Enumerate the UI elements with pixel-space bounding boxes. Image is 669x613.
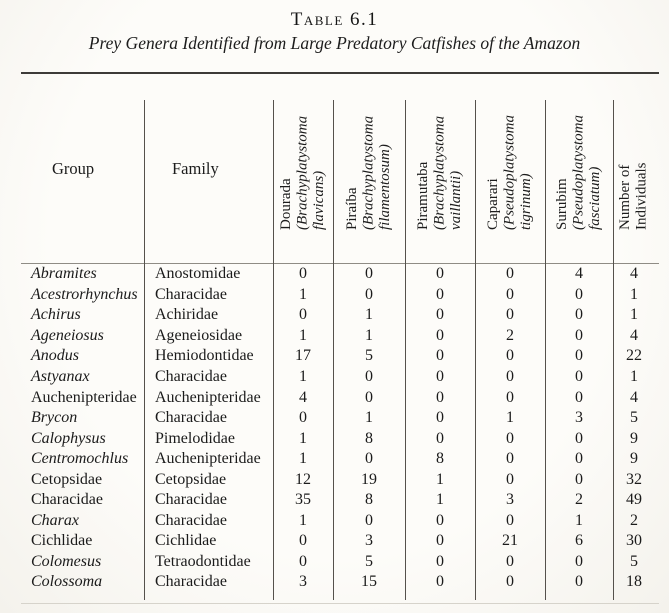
count-cell: 0 <box>436 326 444 344</box>
count-cell: 0 <box>365 285 373 303</box>
count-cell: 12 <box>295 470 311 488</box>
total-cell: 18 <box>626 573 642 591</box>
table-row <box>20 367 655 388</box>
group-cell: Auchenipteridae <box>31 388 137 406</box>
count-cell: 0 <box>506 511 514 529</box>
predator-column-header <box>617 77 650 230</box>
table-row <box>20 264 655 285</box>
total-cell: 5 <box>630 409 638 427</box>
count-cell: 0 <box>299 409 307 427</box>
rotated-header-line: Dourada <box>278 178 294 230</box>
count-cell: 0 <box>436 388 444 406</box>
count-cell: 1 <box>575 511 583 529</box>
count-cell: 1 <box>299 368 307 385</box>
predator-column-header <box>554 77 604 230</box>
group-cell: Cetopsidae <box>31 470 103 488</box>
count-cell: 1 <box>365 409 373 427</box>
count-cell: 21 <box>502 532 518 550</box>
family-column-header: Family <box>172 159 219 178</box>
count-cell: 0 <box>436 552 444 570</box>
rotated-header-line: Caparari <box>485 178 501 230</box>
count-cell: 0 <box>506 552 514 570</box>
count-cell: 0 <box>436 265 444 283</box>
count-cell: 1 <box>299 450 307 468</box>
total-cell: 22 <box>626 347 642 365</box>
count-cell: 0 <box>506 388 514 406</box>
table-row <box>20 511 655 532</box>
count-cell: 0 <box>436 429 444 447</box>
rotated-header-line: (Brachyplatystoma <box>294 115 311 230</box>
count-cell: 3 <box>575 409 583 427</box>
table-row <box>20 531 655 552</box>
count-cell: 1 <box>365 306 373 324</box>
total-cell: 1 <box>630 368 638 385</box>
table-row <box>20 387 655 408</box>
count-cell: 0 <box>575 326 583 344</box>
count-cell: 0 <box>575 347 583 365</box>
count-cell: 1 <box>506 409 514 427</box>
count-cell: 2 <box>506 326 514 344</box>
count-cell: 0 <box>575 470 583 488</box>
family-cell: Ageneiosidae <box>155 326 243 344</box>
count-cell: 0 <box>436 511 444 529</box>
count-cell: 0 <box>436 573 444 591</box>
count-cell: 1 <box>365 326 373 344</box>
family-cell: Characidae <box>155 368 227 385</box>
count-cell: 0 <box>506 368 514 385</box>
count-cell: 6 <box>575 532 583 550</box>
group-cell: Calophysus <box>31 429 106 447</box>
group-cell: Achirus <box>31 306 81 324</box>
count-cell: 0 <box>575 306 583 324</box>
count-cell: 0 <box>365 450 373 468</box>
count-cell: 0 <box>436 306 444 324</box>
count-cell: 1 <box>299 511 307 529</box>
family-cell: Auchenipteridae <box>155 388 261 406</box>
family-cell: Anostomidae <box>155 265 241 283</box>
count-cell: 0 <box>575 450 583 468</box>
count-cell: 15 <box>361 573 377 591</box>
table-body <box>20 264 655 593</box>
table-row <box>20 346 655 367</box>
family-cell: Characidae <box>155 285 227 303</box>
rotated-header-line: Number of <box>617 164 633 230</box>
count-cell: 0 <box>575 429 583 447</box>
count-cell: 0 <box>506 573 514 591</box>
rotated-header-line: fasciatum) <box>587 166 603 230</box>
count-cell: 1 <box>436 470 444 488</box>
table-row <box>20 305 655 326</box>
group-cell: Astyanax <box>31 368 90 385</box>
total-cell: 9 <box>630 450 638 468</box>
count-cell: 35 <box>295 491 311 509</box>
table-row <box>20 490 655 511</box>
table-row <box>20 449 655 470</box>
total-cell: 1 <box>630 306 638 324</box>
count-cell: 3 <box>299 573 307 591</box>
count-cell: 0 <box>365 368 373 385</box>
count-cell: 1 <box>299 326 307 344</box>
count-cell: 0 <box>506 450 514 468</box>
predator-column-header <box>485 77 535 230</box>
table-row <box>20 326 655 347</box>
rotated-header-line: tigrinum) <box>518 173 534 230</box>
group-cell: Colossoma <box>31 573 103 591</box>
count-cell: 5 <box>365 552 373 570</box>
total-cell: 4 <box>630 388 638 406</box>
count-cell: 0 <box>299 532 307 550</box>
bottom-rule <box>21 603 659 604</box>
total-cell: 9 <box>630 429 638 447</box>
count-cell: 0 <box>365 265 373 283</box>
family-cell: Achiridae <box>155 306 219 324</box>
group-cell: Acestrorhynchus <box>31 285 138 303</box>
family-cell: Characidae <box>155 511 227 529</box>
count-cell: 0 <box>299 306 307 324</box>
count-cell: 1 <box>299 285 307 303</box>
count-cell: 3 <box>365 532 373 550</box>
group-cell: Cichlidae <box>31 532 93 550</box>
rotated-header-line: Piraíba <box>344 187 360 230</box>
group-cell: Charax <box>31 511 79 529</box>
rotated-header-line: (Brachyplatystoma <box>360 115 377 230</box>
total-cell: 1 <box>630 285 638 303</box>
total-cell: 49 <box>626 491 642 509</box>
group-cell: Ageneiosus <box>31 326 104 344</box>
count-cell: 5 <box>365 347 373 365</box>
count-cell: 0 <box>436 368 444 385</box>
count-cell: 0 <box>436 347 444 365</box>
total-cell: 4 <box>630 265 638 283</box>
table-subtitle: Prey Genera Identified from Large Predatory Catfishes of the Amazon <box>88 33 581 53</box>
total-cell: 5 <box>630 552 638 570</box>
count-cell: 0 <box>575 368 583 385</box>
family-cell: Pimelodidae <box>155 429 235 447</box>
count-cell: 0 <box>506 429 514 447</box>
rotated-header-line: vaillantii) <box>448 170 464 230</box>
count-cell: 0 <box>299 265 307 283</box>
count-cell: 0 <box>365 511 373 529</box>
family-cell: Characidae <box>155 573 227 591</box>
rotated-header-line: (Brachyplatystoma <box>431 115 448 230</box>
count-cell: 0 <box>575 388 583 406</box>
rotated-header-line: filamentosum) <box>377 144 393 230</box>
count-cell: 4 <box>575 265 583 283</box>
count-cell: 8 <box>365 491 373 509</box>
family-cell: Hemiodontidae <box>155 347 254 365</box>
table-row <box>20 408 655 429</box>
count-cell: 0 <box>575 285 583 303</box>
group-cell: Colomesus <box>31 552 102 570</box>
rotated-header-line: flavicans) <box>311 170 327 230</box>
rotated-header-line: Surubim <box>554 178 570 230</box>
count-cell: 0 <box>506 470 514 488</box>
count-cell: 4 <box>299 388 307 406</box>
family-cell: Auchenipteridae <box>155 450 261 468</box>
count-cell: 19 <box>361 470 377 488</box>
count-cell: 0 <box>299 552 307 570</box>
group-cell: Characidae <box>31 491 103 509</box>
count-cell: 1 <box>436 491 444 509</box>
table-title: Table 6.1 <box>290 9 379 30</box>
top-rule <box>21 72 659 74</box>
family-cell: Characidae <box>155 409 227 427</box>
group-column-header: Group <box>52 159 95 178</box>
rotated-header-line: (Pseudoplatystoma <box>501 115 518 230</box>
count-cell: 8 <box>365 429 373 447</box>
count-cell: 0 <box>575 573 583 591</box>
rotated-header-line: Individuals <box>633 162 650 230</box>
family-cell: Cetopsidae <box>155 470 227 488</box>
count-cell: 8 <box>436 450 444 468</box>
group-cell: Brycon <box>31 409 78 427</box>
table-row <box>20 572 655 593</box>
count-cell: 0 <box>436 409 444 427</box>
predator-column-header <box>278 77 328 230</box>
count-cell: 0 <box>436 532 444 550</box>
count-cell: 1 <box>299 429 307 447</box>
total-cell: 2 <box>630 511 638 529</box>
group-cell: Abramites <box>31 265 97 283</box>
predator-column-header <box>344 77 394 230</box>
total-cell: 4 <box>630 326 638 344</box>
total-cell: 30 <box>626 532 642 550</box>
group-cell: Centromochlus <box>31 450 129 468</box>
family-cell: Cichlidae <box>155 532 217 550</box>
predator-column-header <box>415 77 465 230</box>
total-cell: 32 <box>626 470 642 488</box>
count-cell: 0 <box>506 265 514 283</box>
family-cell: Characidae <box>155 491 227 509</box>
count-cell: 0 <box>506 285 514 303</box>
count-cell: 17 <box>295 347 311 365</box>
count-cell: 0 <box>365 388 373 406</box>
count-cell: 0 <box>506 306 514 324</box>
family-cell: Tetraodontidae <box>155 552 251 570</box>
count-cell: 2 <box>575 491 583 509</box>
rotated-header-line: Piramutaba <box>415 161 431 230</box>
table-row <box>20 552 655 573</box>
count-cell: 0 <box>575 552 583 570</box>
count-cell: 3 <box>506 491 514 509</box>
table-row <box>20 469 655 490</box>
rotated-header-line: (Pseudoplatystoma <box>570 115 587 230</box>
count-cell: 0 <box>436 285 444 303</box>
count-cell: 0 <box>506 347 514 365</box>
table-row <box>20 428 655 449</box>
table-row <box>20 285 655 306</box>
group-cell: Anodus <box>31 347 79 365</box>
